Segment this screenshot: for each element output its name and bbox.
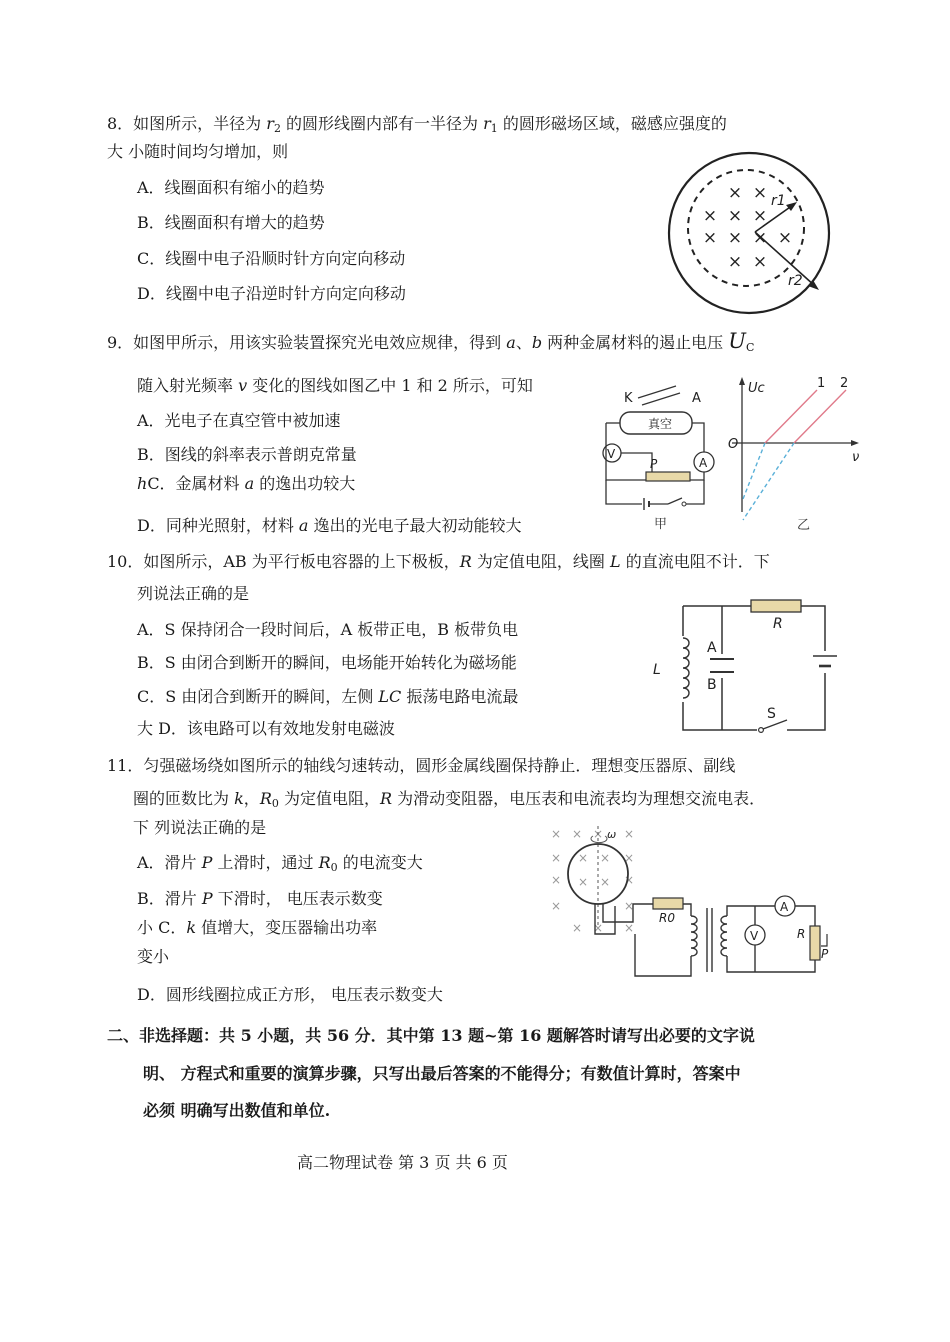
q9-stem-line2: 随入射光频率 v 变化的图线如图乙中 1 和 2 所示，可知 [137,376,533,395]
svg-text:×: × [550,827,562,841]
svg-text:×: × [752,252,768,272]
q9-line-2-label: 2 [840,376,849,391]
q8-stem-line2: 大 小随时间均匀增加，则 [107,142,289,161]
q9-option-d: D．同种光照射，材料 a 逸出的光电子最大初动能较大 [137,516,522,535]
q10-plate-b-label: B [707,677,717,693]
q8-r2-label: r2 [788,273,803,289]
q11-option-d: D．圆形线圈拉成正方形， 电压表示数变大 [137,985,443,1004]
section2-heading-line1: 二、非选择题：共 5 小题，共 56 分．其中第 13 题~第 16 题解答时请写出必要的文字说 [107,1026,755,1045]
q11-option-c-cont: 变小 [137,947,170,966]
q8-option-a: A．线圈面积有缩小的趋势 [137,178,325,197]
q10-switch-label: S [767,706,776,722]
q11-option-c: 小 C．k 值增大，变压器输出功率 [137,918,378,937]
svg-text:×: × [727,228,743,248]
svg-text:×: × [592,921,604,935]
q8-magnetic-field-figure [655,150,845,320]
q10-stem-line2: 列说法正确的是 [137,584,250,603]
q11-stem-line1: 11．匀强磁场绕如图所示的轴线匀速转动，圆形金属线圈保持静止．理想变压器原、副线 [107,756,736,775]
svg-text:×: × [592,827,604,841]
svg-text:×: × [702,206,718,226]
q11-stem-line2: 圈的匝数比为 k，$R_0$ 为定值电阻，R 为滑动变阻器，电压表和电流表均为理想交流电表． [133,789,766,810]
q9-line-1-label: 1 [817,376,826,391]
page-footer: 高二物理试卷 第 3 页 共 6 页 [297,1153,508,1172]
q10-plate-a-label: A [707,640,717,656]
svg-text:×: × [752,206,768,226]
svg-text:×: × [752,183,768,203]
section2-heading-line3: 必须 明确写出数值和单位. [143,1101,331,1120]
q11-slider-label: P [821,947,829,961]
q8-option-d: D．线圈中电子沿逆时针方向定向移动 [137,284,406,303]
q10-resistor-label: R [773,616,783,632]
q11-option-b: B．滑片 P 下滑时， 电压表示数变 [137,889,383,908]
q8-option-c: C．线圈中电子沿顺时针方向定向移动 [137,249,406,268]
svg-text:×: × [727,252,743,272]
svg-text:×: × [752,228,768,248]
svg-text:×: × [599,875,611,889]
q9-cathode-label: K [624,391,633,406]
q9-anode-label: A [692,391,701,406]
svg-text:×: × [623,873,635,887]
q11-omega-label: ω [607,828,617,841]
q9-graph-x-axis-label: ν [852,450,860,465]
svg-text:×: × [599,851,611,865]
q9-option-b: B．图线的斜率表示普朗克常量 [137,445,357,464]
q9-stem-line1: 9．如图甲所示，用该实验装置探究光电效应规律，得到 a、b 两种金属材料的遏止电压 $U_C$ [107,329,755,354]
svg-text:×: × [727,206,743,226]
q10-option-a: A．S 保持闭合一段时间后，A 板带正电，B 板带负电 [137,620,519,639]
q8-r1-label: r1 [771,193,786,209]
q9-photoelectric-apparatus-figure [598,372,720,534]
svg-text:×: × [623,827,635,841]
q9-stopping-voltage-graph [722,372,872,534]
svg-text:×: × [550,851,562,865]
q10-option-b: B．S 由闭合到断开的瞬间，电场能开始转化为磁场能 [137,653,517,672]
q9-graph-y-axis-label: Uc [748,381,765,396]
q9-graph-origin: O [728,437,739,452]
q9-figure-yi-caption: 乙 [797,518,811,533]
q11-voltmeter-label: V [750,929,759,943]
q11-stem-line3: 下 列说法正确的是 [133,818,267,837]
q10-lc-circuit-figure [645,596,845,740]
svg-text:×: × [777,228,793,248]
svg-text:×: × [727,183,743,203]
svg-text:×: × [577,851,589,865]
svg-text:×: × [623,921,635,935]
svg-text:×: × [571,921,583,935]
q11-ammeter-label: A [780,900,789,914]
q10-stem-line1: 10．如图所示，AB 为平行板电容器的上下极板，R 为定值电阻，线圈 L 的直流电阻不计．下 [107,552,770,571]
q9-option-a: A．光电子在真空管中被加速 [137,411,341,430]
q9-figure-jia-caption: 甲 [654,517,668,532]
q11-transformer-circuit-figure [543,822,843,982]
q9-ammeter-label: A [699,456,708,470]
q11-r0-label: R0 [659,911,675,925]
q8-stem-line1: 8．如图所示，半径为 $r_2$ 的圆形线圈内部有一半径为 $r_1$ 的圆形磁场区域，磁感应强度的 [107,114,727,135]
q10-inductor-label: L [653,662,661,678]
q9-vacuum-label: 真空 [648,417,673,431]
svg-text:×: × [623,899,635,913]
q9-voltmeter-label: V [607,447,616,461]
q10-option-d: 大 D．该电路可以有效地发射电磁波 [137,719,395,738]
q9-slider-label: P [650,457,658,471]
svg-text:×: × [577,875,589,889]
q8-option-b: B．线圈面积有增大的趋势 [137,213,325,232]
section2-heading-line2: 明、 方程式和重要的演算步骤，只写出最后答案的不能得分；有数值计算时，答案中 [143,1064,741,1083]
q9-option-c: hC．金属材料 a 的逸出功较大 [137,474,356,493]
svg-text:×: × [550,899,562,913]
svg-text:×: × [550,873,562,887]
q11-rheostat-label: R [797,927,806,941]
q10-option-c: C．S 由闭合到断开的瞬间，左侧 LC 振荡电路电流最 [137,687,519,706]
svg-text:×: × [571,827,583,841]
q11-option-a: A．滑片 P 上滑时，通过 $R_0$ 的电流变大 [137,853,423,874]
svg-text:×: × [702,228,718,248]
svg-text:×: × [623,851,635,865]
